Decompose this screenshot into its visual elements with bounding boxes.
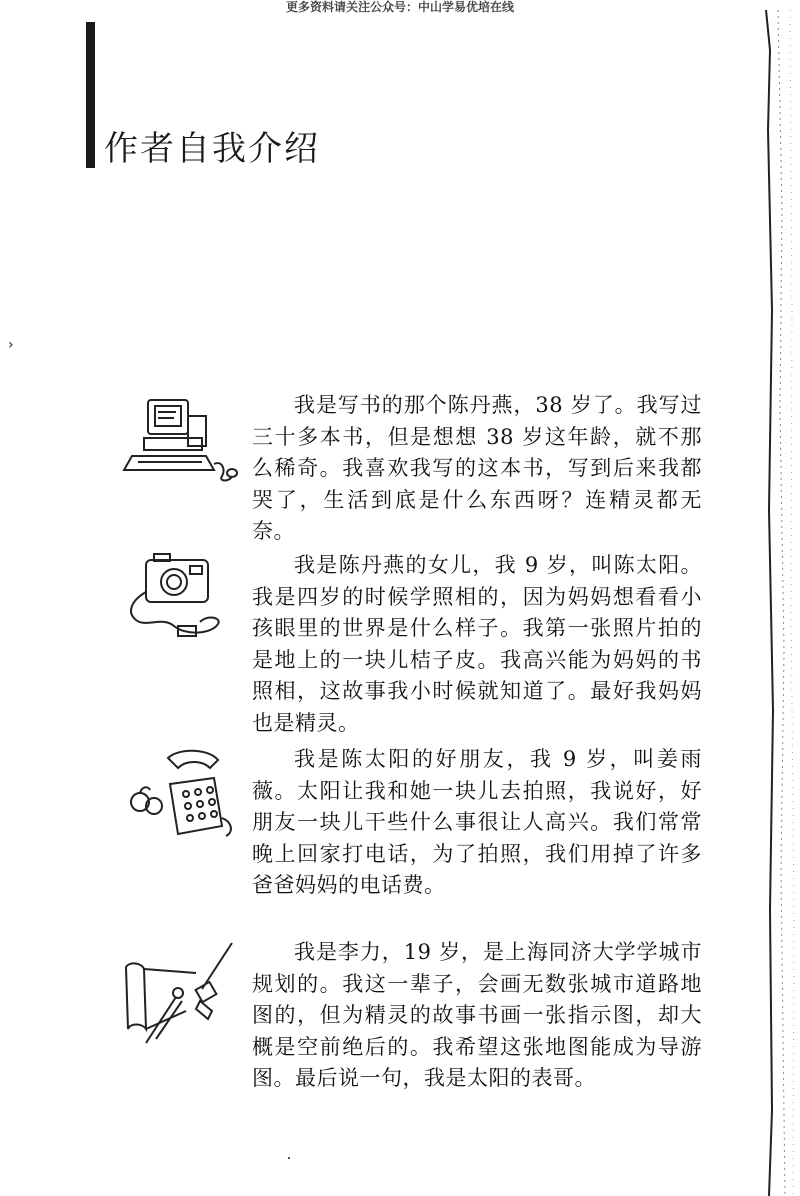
entry-text: 我是陈丹燕的女儿，我 9 岁，叫陈太阳。我是四岁的时候学照相的，因为妈妈想看看小孩眼里的世界是什么样子。我第一张照片拍的是地上的一块儿桔子皮。我高兴能为妈妈的书照相，这故事我小时候就知道了。最好我妈妈也是精灵。 bbox=[252, 553, 702, 735]
watermark-text: 更多资料请关注公众号：中山学易优培在线 bbox=[285, 0, 514, 14]
left-margin-mark: › bbox=[8, 337, 14, 353]
title-vertical-bar bbox=[86, 22, 95, 168]
telephone-icon bbox=[118, 748, 240, 844]
entry-text: 我是李力，19 岁，是上海同济大学学城市规划的。我这一辈子，会画无数张城市道路地图的，但为精灵的故事书画一张指示图，却大概是空前绝后的。我希望这张地图能成为导游图。最后说一句，我是太阳的表哥。 bbox=[252, 940, 702, 1090]
scan-speck bbox=[288, 1157, 290, 1159]
page-title: 作者自我介绍 bbox=[104, 129, 320, 169]
camera-icon bbox=[122, 552, 230, 644]
page-edge-shadow bbox=[760, 10, 800, 1196]
computer-icon bbox=[118, 390, 240, 490]
entry-text: 我是陈太阳的好朋友，我 9 岁，叫姜雨薇。太阳让我和她一块儿去拍照，我说好，好朋友一块儿干些什么事很让人高兴。我们常常晚上回家打电话，为了拍照，我们用掉了许多爸爸妈妈的电话费。 bbox=[252, 747, 702, 897]
drawing-tools-icon bbox=[116, 939, 242, 1049]
entry-text: 我是写书的那个陈丹燕，38 岁了。我写过三十多本书，但是想想 38 岁这年龄，就不那么稀奇。我喜欢我写的这本书，写到后来我都哭了，生活到底是什么东西呀？连精灵都无奈。 bbox=[252, 393, 702, 543]
